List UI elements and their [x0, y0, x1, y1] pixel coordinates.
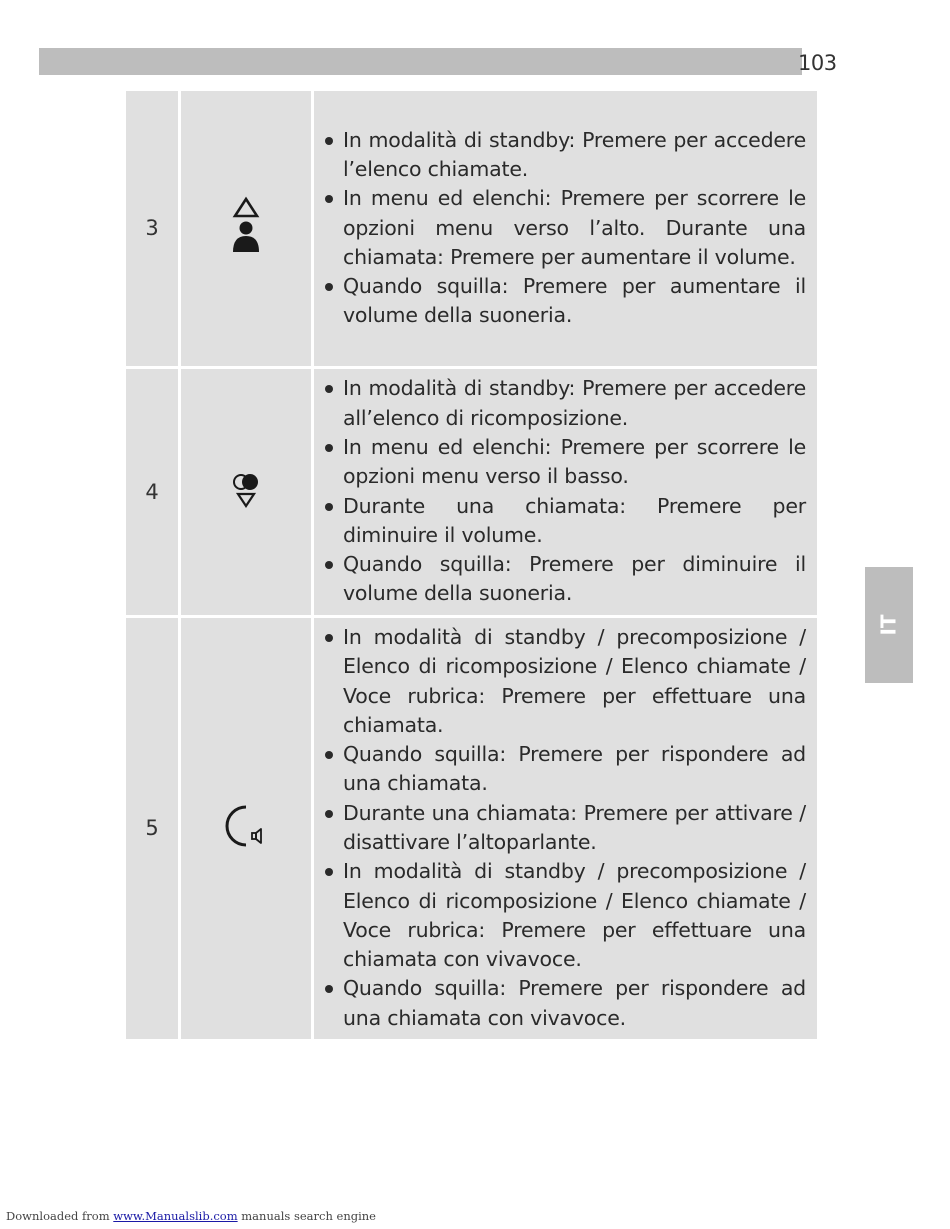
volume-down-redial-icon — [228, 470, 264, 510]
key-description — [313, 367, 819, 616]
language-tab-label: IT — [877, 614, 901, 636]
list-item: Durante una chiamata: Premere per attivare / disattivare l’altoparlante. — [324, 799, 806, 858]
key-number: 3 — [125, 91, 180, 367]
volume-up-contacts-icon — [228, 196, 264, 256]
table-row — [125, 616, 819, 1040]
header-bar — [39, 48, 802, 75]
list-item: In modalità di standby: Premere per accedere l’elenco chiamate. — [324, 126, 806, 185]
list-item: In modalità di standby / precomposizione / Elenco di ricomposizione / Elenco chiamate / Voce rubrica: Premere per effettuare una chiamata con vivavoce. — [324, 857, 806, 974]
list-item: Quando squilla: Premere per aumentare il volume della suoneria. — [324, 272, 806, 331]
key-number: 5 — [125, 616, 180, 1040]
list-item: In modalità di standby / precomposizione / Elenco di ricomposizione / Elenco chiamate / Voce rubrica: Premere per effettuare una chiamata. — [324, 623, 806, 740]
key-icon-cell — [180, 367, 313, 616]
list-item: In menu ed elenchi: Premere per scorrere le opzioni menu verso il basso. — [324, 433, 806, 492]
footer-suffix: manuals search engine — [241, 1209, 376, 1223]
list-item: Quando squilla: Premere per diminuire il volume della suoneria. — [324, 550, 806, 609]
table-row — [125, 367, 819, 616]
list-item: In menu ed elenchi: Premere per scorrere le opzioni menu verso l’alto. Durante una chiamata: Premere per aumentare il volume. — [324, 184, 806, 272]
language-tab — [865, 567, 913, 683]
list-item: In modalità di standby: Premere per accedere all’elenco di ricomposizione. — [324, 374, 806, 433]
list-item: Quando squilla: Premere per rispondere ad una chiamata con vivavoce. — [324, 974, 806, 1033]
key-icon-cell — [180, 91, 313, 367]
key-number: 4 — [125, 367, 180, 616]
key-icon-cell — [180, 616, 313, 1040]
footer-prefix: Downloaded from — [6, 1209, 110, 1223]
talk-speaker-icon — [224, 803, 268, 849]
manualslib-link[interactable]: www.Manualslib.com — [113, 1209, 238, 1223]
key-description — [313, 91, 819, 367]
list-item: Durante una chiamata: Premere per diminuire il volume. — [324, 492, 806, 551]
list-item: Quando squilla: Premere per rispondere ad una chiamata. — [324, 740, 806, 799]
download-footer — [6, 1209, 376, 1223]
key-description — [313, 616, 819, 1040]
page-number: 103 — [798, 51, 837, 75]
table-row — [125, 91, 819, 367]
key-function-table — [123, 91, 820, 1042]
